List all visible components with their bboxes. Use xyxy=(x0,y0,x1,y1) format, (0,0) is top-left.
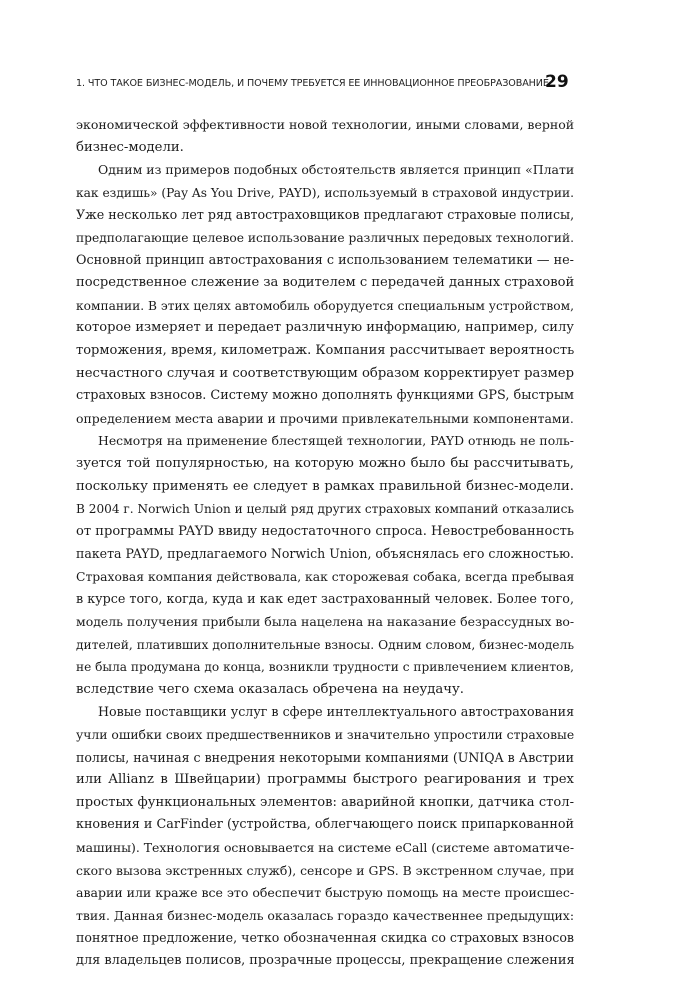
running-header: 1. ЧТО ТАКОЕ БИЗНЕС-МОДЕЛЬ, И ПОЧЕМУ ТРЕБУЕТСЯ ЕЕ ИННОВАЦИОННОЕ ПРЕОБРАЗОВАНИЕ xyxy=(76,78,549,89)
text-line: вследствие чего схема оказалась обречена на неудачу. xyxy=(76,681,464,697)
body-text xyxy=(76,114,574,973)
text-line: простых функциональных элементов: аварийной кнопки, датчика стол- xyxy=(76,794,574,810)
text-line: пакета PAYD, предлагаемого Norwich Union, объяснялась его сложностью. xyxy=(76,546,575,562)
text-line: экономической эффективности новой технологии, иными словами, верной xyxy=(76,117,575,132)
text-line: аварии или краже все это обеспечит быструю помощь на месте происшес- xyxy=(76,885,575,901)
text-line: торможения, время, километраж. Компания рассчитывает вероятность xyxy=(76,342,575,358)
text-line: твия. Данная бизнес-модель оказалась гораздо качественнее предыдущих: xyxy=(76,907,575,923)
text-line: машины). Технология основывается на системе eCall (системе автоматиче- xyxy=(76,840,575,855)
page-number: 29 xyxy=(545,72,569,92)
text-line: как ездишь» (Pay As You Drive, PAYD), используемый в страховой индустрии. xyxy=(76,185,574,200)
text-line: которое измеряет и передает различную информацию, например, силу xyxy=(76,320,574,336)
text-line: Уже несколько лет ряд автостраховщиков предлагают страховые полисы, xyxy=(76,207,575,223)
text-line: Страховая компания действовала, как сторожевая собака, всегда пребывая xyxy=(76,569,575,584)
text-line: предполагающие целевое использование различных передовых технологий. xyxy=(76,230,574,245)
text-line: Новые поставщики услуг в сфере интеллектуального автострахования xyxy=(98,704,575,720)
text-line: кновения и CarFinder (устройства, облегчающего поиск припаркованной xyxy=(76,817,574,833)
text-line: для владельцев полисов, прозрачные процессы, прекращение слежения xyxy=(76,952,575,968)
text-line: бизнес-модели. xyxy=(76,139,184,155)
text-line: поскольку применять ее следует в рамках правильной бизнес-модели. xyxy=(76,478,574,494)
text-line: модель получения прибыли была нацелена на наказание безрассудных во- xyxy=(76,614,575,630)
text-line: не была продумана до конца, возникли трудности с привлечением клиентов, xyxy=(76,660,574,675)
text-line: В 2004 г. Norwich Union и целый ряд других страховых компаний отказались xyxy=(76,502,574,517)
text-line: Основной принцип автострахования с использованием телематики — не- xyxy=(76,252,574,268)
text-line: или Allianz в Швейцарии) программы быстрого реагирования и трех xyxy=(76,772,574,788)
text-line: понятное предложение, четко обозначенная скидка со страховых взносов xyxy=(76,930,574,946)
text-line: зуется той популярностью, на которую можно было бы рассчитывать, xyxy=(76,455,574,471)
text-line: ского вызова экстренных служб), сенсоре и GPS. В экстренном случае, при xyxy=(76,862,575,878)
text-line: полисы, начиная с внедрения некоторыми компаниями (UNIQA в Австрии xyxy=(76,749,574,765)
text-line: несчастного случая и соответствующим образом корректирует размер xyxy=(76,365,574,381)
text-line: Несмотря на применение блестящей технологии, PAYD отнюдь не поль- xyxy=(98,433,574,449)
text-line: компании. В этих целях автомобиль оборудуется специальным устройством, xyxy=(76,298,574,313)
text-line: определением места аварии и прочими привлекательными компонентами. xyxy=(76,410,574,426)
text-line: посредственное слежение за водителем с передачей данных страховой xyxy=(76,275,575,291)
text-line: в курсе того, когда, куда и как едет застрахованный человек. Более того, xyxy=(76,591,574,607)
text-line: дителей, плативших дополнительные взносы. Одним словом, бизнес-модель xyxy=(76,637,574,652)
text-line: страховых взносов. Систему можно дополнять функциями GPS, быстрым xyxy=(76,388,574,404)
text-line: Одним из примеров подобных обстоятельств является принцип «Плати xyxy=(98,162,575,178)
text-line: учли ошибки своих предшественников и значительно упростили страховые xyxy=(76,728,575,743)
text-line: от программы PAYD ввиду недостаточного спроса. Невостребованность xyxy=(76,523,574,539)
